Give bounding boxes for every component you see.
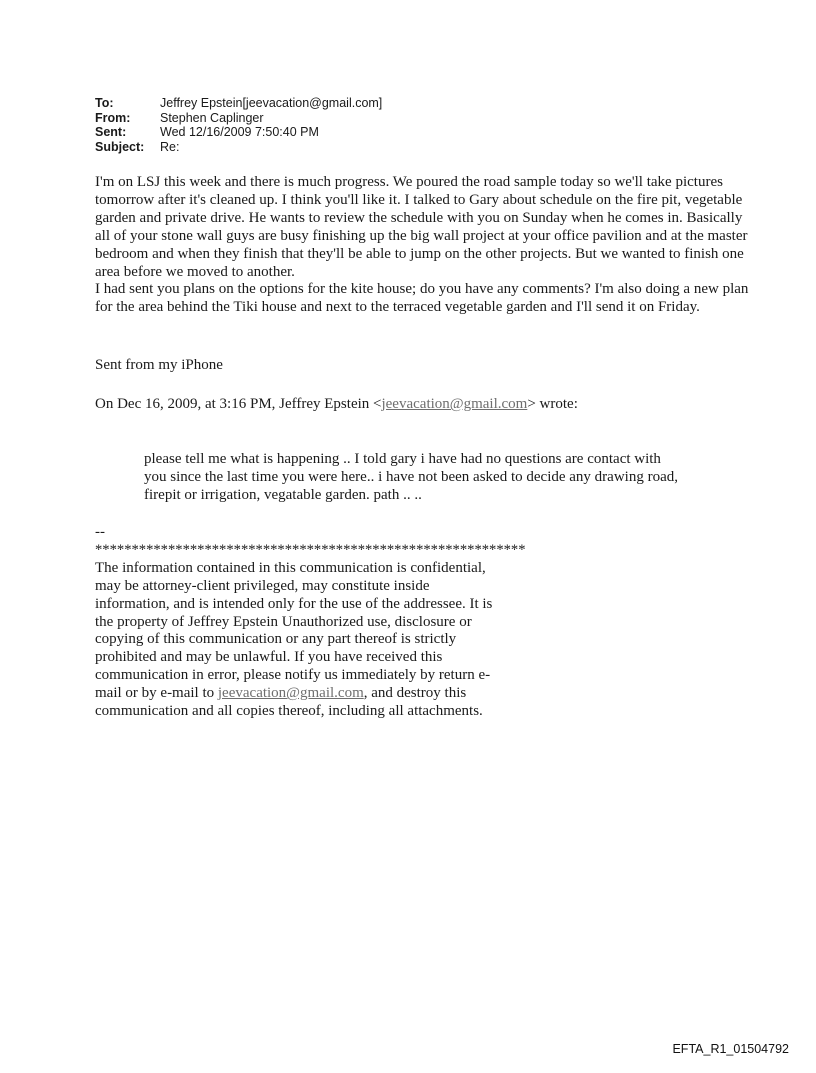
from-value: Stephen Caplinger <box>160 110 264 125</box>
to-row <box>95 96 382 111</box>
email-body <box>95 174 755 317</box>
disclaimer-block <box>95 524 615 721</box>
sent-value: Wed 12/16/2009 7:50:40 PM <box>160 125 319 140</box>
email-header <box>95 96 382 154</box>
subject-row <box>95 140 382 155</box>
document-id: EFTA_R1_01504792 <box>672 1042 789 1056</box>
disclaimer-text-before-link: The information contained in this communication is confidential, may be attorney-client privileged, may constitute inside information, and is intended only for the use of the addressee. It is the property of Jeffrey Epstein Unauthorized use, disclosure or copying of this communication or any part thereof is strictly prohibited and may be unlawful. If you have received this communication in error, please notify us immediately by return e-mail or by e-mail to <box>95 559 493 702</box>
body-paragraph-2: I had sent you plans on the options for the kite house; do you have any comments? I'm also doing a new plan for the area behind the Tiki house and next to the terraced vegetable garden and I'll send it on Friday. <box>95 281 749 316</box>
subject-value: Re: <box>160 139 180 154</box>
body-paragraph-1: I'm on LSJ this week and there is much progress. We poured the road sample today so we'll take pictures tomorrow after it's cleaned up. I think you'll like it. I talked to Gary about schedule on the fire pit, vegetable garden and private drive. He wants to review the schedule with you on Sunday when he comes in. Basically all of your stone wall guys are busy finishing up the big wall project at your office pavilion and at the master bedroom and when they finish that they'll be able to jump on the other projects. But we wanted to finish one area before we moved to another. <box>95 174 748 280</box>
disclaimer-dashes: -- <box>95 524 105 540</box>
sent-row <box>95 125 382 140</box>
disclaimer-text <box>95 560 495 721</box>
sent-label: Sent: <box>95 125 127 140</box>
subject-label: Subject: <box>95 139 145 154</box>
disclaimer-text-after-link: , and destroy this communication and all copies thereof, including all attachments. <box>95 685 483 720</box>
disclaimer-stars: *********************************************************** <box>95 541 526 558</box>
to-label: To: <box>95 96 114 110</box>
quote-intro-email-link[interactable]: jeevacation@gmail.com <box>381 396 528 412</box>
email-signature: Sent from my iPhone <box>95 357 223 373</box>
to-value: Jeffrey Epstein[jeevacation@gmail.com] <box>160 96 383 110</box>
quoted-message: please tell me what is happening .. I told gary i have had no questions are contact with you since the last time you were here.. i have not been asked to decide any drawing road, firepit or irrigation, vegatable garden. path .. .. <box>144 451 678 503</box>
quote-intro-prefix: On Dec 16, 2009, at 3:16 PM, Jeffrey Epstein < <box>95 396 382 412</box>
from-row <box>95 111 382 126</box>
quote-intro <box>95 396 578 414</box>
disclaimer-email-link[interactable]: jeevacation@gmail.com <box>217 685 364 702</box>
from-label: From: <box>95 110 131 125</box>
quote-intro-suffix: > wrote: <box>527 396 578 412</box>
